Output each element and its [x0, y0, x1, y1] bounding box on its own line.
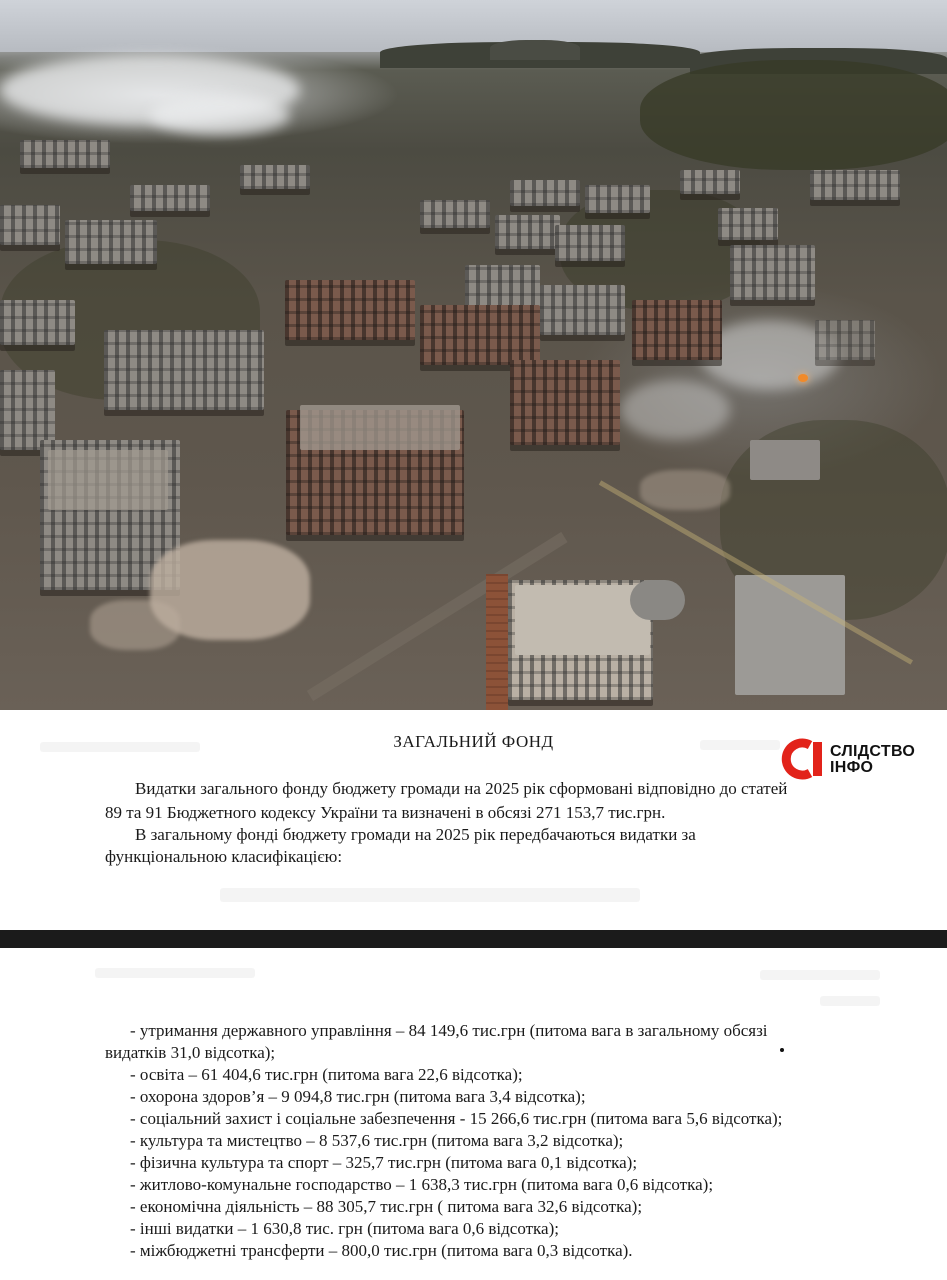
ruined-building	[0, 205, 60, 245]
rubble-pile	[640, 470, 730, 510]
logo-line-1: СЛІДСТВО	[830, 743, 916, 760]
spoil-heap	[490, 40, 580, 60]
ruined-building	[0, 300, 75, 345]
ruined-building	[510, 180, 580, 206]
slidstvo-logo-icon	[780, 738, 826, 780]
bleed-through-text	[820, 996, 880, 1006]
paragraph-2-line-1: В загальному фонді бюджету громади на 2025 рік передбачаються видатки за	[135, 825, 696, 844]
fire-spot	[798, 374, 808, 382]
ruined-building	[465, 265, 540, 309]
bleed-through-text	[760, 970, 880, 980]
expenditure-item: - соціальний захист і соціальне забезпечення - 15 266,6 тис.грн (питома вага 5,6 відсотка);	[130, 1109, 783, 1128]
expenditure-item: - міжбюджетні трансферти – 800,0 тис.грн (питома вага 0,3 відсотка).	[130, 1241, 633, 1260]
section-heading: ЗАГАЛЬНИЙ ФОНД	[393, 732, 554, 751]
ruined-building	[420, 305, 540, 365]
expenditure-item: - освіта – 61 404,6 тис.грн (питома вага 22,6 відсотка);	[130, 1065, 523, 1084]
damaged-roof	[48, 450, 168, 510]
bleed-through-text	[220, 888, 640, 902]
expenditure-item: - культура та мистецтво – 8 537,6 тис.грн (питома вага 3,2 відсотка);	[130, 1131, 624, 1150]
ruined-building	[240, 165, 310, 189]
paragraph-1-line-1: Видатки загального фонду бюджету громади на 2025 рік сформовані відповідно до статей	[135, 779, 788, 798]
damaged-roof	[300, 405, 460, 450]
ink-dot	[780, 1048, 784, 1052]
ruined-building	[585, 185, 650, 213]
ruined-building	[104, 330, 264, 410]
bleed-through-text	[95, 968, 255, 978]
ruined-building	[510, 360, 620, 445]
logo-line-2: ІНФО	[830, 759, 874, 776]
budget-document-expenditure-list	[0, 948, 947, 1280]
ruined-building	[420, 200, 490, 228]
ruined-building	[65, 220, 157, 264]
ruined-building	[810, 170, 900, 200]
smoke-plume	[150, 95, 290, 135]
ruined-building	[20, 140, 110, 168]
divider-band	[0, 930, 947, 948]
ruined-building	[730, 245, 815, 300]
rubble-pile	[90, 600, 180, 650]
ruined-building	[0, 370, 55, 450]
expenditure-item: - економічна діяльність – 88 305,7 тис.грн ( питома вага 32,6 відсотка);	[130, 1197, 643, 1216]
ruined-building	[130, 185, 210, 211]
ruined-building	[540, 285, 625, 335]
logo-wordmark	[830, 744, 915, 776]
ruined-building	[495, 215, 560, 249]
paragraph-2-line-2: функціональною класифікацією:	[105, 847, 343, 866]
ruined-building	[285, 280, 415, 340]
expenditure-item-continuation: видатків 31,0 відсотка);	[105, 1043, 276, 1062]
expenditure-item: - утримання державного управління – 84 149,6 тис.грн (питома вага в загальному обсязі	[130, 1021, 768, 1040]
storage-tank	[630, 580, 685, 620]
damaged-roof	[750, 440, 820, 480]
brick-chimney	[486, 574, 508, 710]
budget-document-top	[0, 710, 947, 930]
ruined-building	[718, 208, 778, 240]
ruined-building	[815, 320, 875, 360]
expenditure-item: - житлово-комунальне господарство – 1 638,3 тис.грн (питома вага 0,6 відсотка);	[130, 1175, 714, 1194]
tree-area	[640, 60, 947, 170]
smoke-plume	[620, 380, 730, 440]
ruined-building	[555, 225, 625, 261]
ruined-building	[680, 170, 740, 194]
expenditure-item: - фізична культура та спорт – 325,7 тис.грн (питома вага 0,1 відсотка);	[130, 1153, 638, 1172]
expenditure-item: - інші видатки – 1 630,8 тис. грн (питома вага 0,6 відсотка);	[130, 1219, 559, 1238]
ruined-building	[632, 300, 722, 360]
slidstvo-info-logo	[780, 738, 940, 782]
expenditure-item: - охорона здоров’я – 9 094,8 тис.грн (питома вага 3,4 відсотка);	[130, 1087, 586, 1106]
paragraph-1-line-2: 89 та 91 Бюджетного кодексу України та визначені в обсязі 271 153,7 тис.грн.	[105, 803, 666, 822]
